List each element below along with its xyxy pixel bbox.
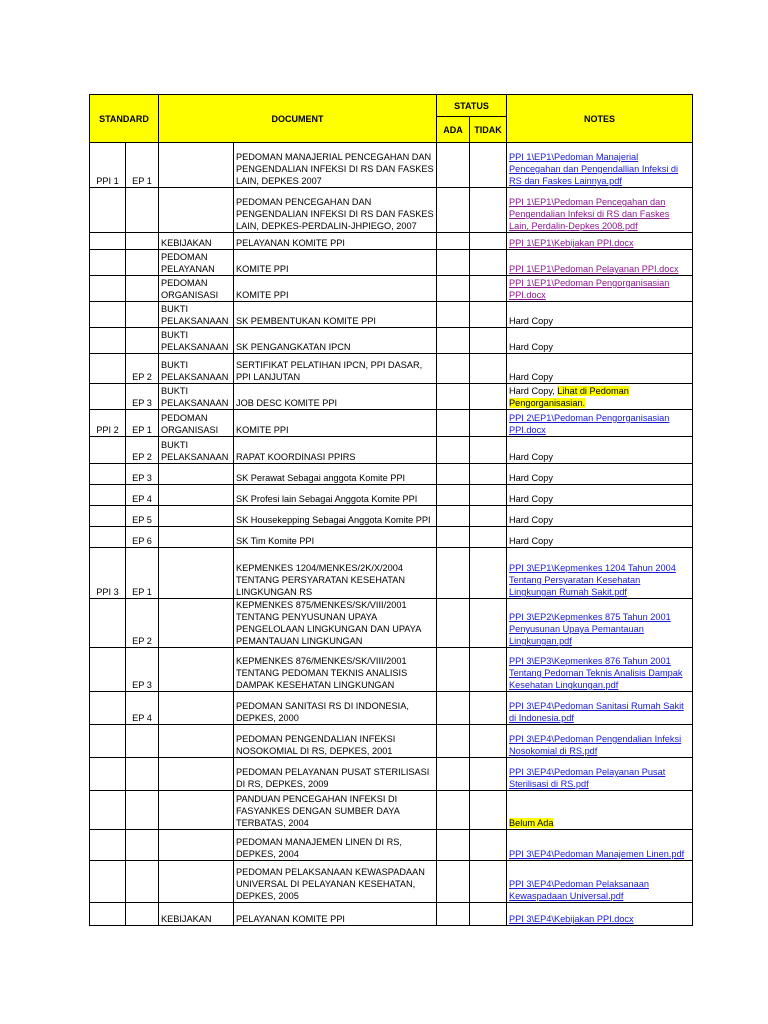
- document-cell: PEDOMAN PELAKSANAAN KEWASPADAAN UNIVERSAL DI PELAYANAN KESEHATAN, DEPKES, 2005: [234, 861, 437, 903]
- notes-cell: [507, 250, 693, 276]
- category-cell: KEBIJAKAN: [159, 903, 234, 926]
- table-row: [90, 506, 693, 527]
- ep-cell: EP 3: [126, 464, 159, 485]
- note-text: Hard Copy: [509, 473, 553, 483]
- standard-cell: [90, 599, 126, 648]
- status-tidak-cell: [470, 758, 507, 791]
- table-row: [90, 250, 693, 276]
- category-cell: [159, 527, 234, 548]
- notes-cell: [507, 903, 693, 926]
- status-ada-cell: [437, 143, 470, 188]
- note-text: Hard Copy: [509, 536, 553, 546]
- file-link[interactable]: PPI 3\EP4\Pedoman Pengendalian Infeksi Nosokomial di RS.pdf: [509, 734, 682, 756]
- standard-cell: [90, 250, 126, 276]
- table-row: [90, 276, 693, 302]
- table-row: [90, 410, 693, 437]
- standard-cell: [90, 188, 126, 233]
- document-cell: PEDOMAN PENCEGAHAN DAN PENGENDALIAN INFEKSI DI RS DAN FASKES LAIN, DEPKES-PERDALIN-JHPIEGO, 2007: [234, 188, 437, 233]
- status-ada-cell: [437, 648, 470, 692]
- document-cell: PEDOMAN MANAJERIAL PENCEGAHAN DAN PENGENDALIAN INFEKSI DI RS DAN FASKES LAIN, DEPKES 2007: [234, 143, 437, 188]
- status-ada-cell: [437, 692, 470, 725]
- table-row: [90, 384, 693, 410]
- standard-cell: [90, 437, 126, 464]
- status-tidak-cell: [470, 233, 507, 250]
- ep-cell: [126, 302, 159, 328]
- file-link[interactable]: PPI 3\EP4\Pedoman Manajemen Linen.pdf: [509, 849, 685, 859]
- status-tidak-cell: [470, 188, 507, 233]
- standard-cell: PPI 1: [90, 143, 126, 188]
- table-row: [90, 188, 693, 233]
- status-ada-cell: [437, 725, 470, 758]
- status-tidak-cell: [470, 692, 507, 725]
- notes-cell: [507, 384, 693, 410]
- notes-cell: [507, 485, 693, 506]
- notes-cell: [507, 410, 693, 437]
- standard-cell: [90, 861, 126, 903]
- file-link[interactable]: PPI 2\EP1\Pedoman Pengorganisasian PPI.docx: [509, 413, 670, 435]
- category-cell: [159, 599, 234, 648]
- ep-cell: EP 3: [126, 648, 159, 692]
- status-ada-cell: [437, 830, 470, 861]
- category-cell: BUKTI PELAKSANAAN: [159, 354, 234, 384]
- status-ada-cell: [437, 328, 470, 354]
- table-row: [90, 903, 693, 926]
- document-cell: PELAYANAN KOMITE PPI: [234, 903, 437, 926]
- table-row: [90, 354, 693, 384]
- status-tidak-cell: [470, 302, 507, 328]
- ep-cell: [126, 903, 159, 926]
- document-cell: SERTIFIKAT PELATIHAN IPCN, PPI DASAR, PPI LANJUTAN: [234, 354, 437, 384]
- notes-cell: [507, 527, 693, 548]
- table-row: [90, 328, 693, 354]
- category-cell: [159, 464, 234, 485]
- file-link[interactable]: PPI 1\EP1\Pedoman Pelayanan PPI.docx: [509, 264, 679, 274]
- document-cell: RAPAT KOORDINASI PPIRS: [234, 437, 437, 464]
- standard-cell: [90, 302, 126, 328]
- document-cell: KOMITE PPI: [234, 276, 437, 302]
- status-tidak-cell: [470, 830, 507, 861]
- document-cell: KOMITE PPI: [234, 250, 437, 276]
- table-row: [90, 791, 693, 830]
- notes-cell: [507, 276, 693, 302]
- file-link[interactable]: PPI 1\EP1\Pedoman Manajerial Pencegahan dan Pengendallian Infeksi di RS dan Faskes Lainnya.pdf: [509, 152, 679, 186]
- notes-cell: [507, 830, 693, 861]
- ep-cell: EP 4: [126, 692, 159, 725]
- category-cell: BUKTI PELAKSANAAN: [159, 302, 234, 328]
- ep-cell: EP 2: [126, 437, 159, 464]
- status-tidak-cell: [470, 143, 507, 188]
- header-notes: NOTES: [507, 95, 693, 143]
- notes-cell: [507, 233, 693, 250]
- notes-cell: [507, 648, 693, 692]
- category-cell: [159, 692, 234, 725]
- ep-cell: [126, 276, 159, 302]
- document-cell: PELAYANAN KOMITE PPI: [234, 233, 437, 250]
- note-text: Hard Copy: [509, 494, 553, 504]
- standard-cell: [90, 830, 126, 861]
- status-tidak-cell: [470, 384, 507, 410]
- document-cell: PEDOMAN PELAYANAN PUSAT STERILISASI DI RS, DEPKES, 2009: [234, 758, 437, 791]
- table-row: [90, 758, 693, 791]
- note-text: Hard Copy: [509, 316, 553, 326]
- standard-cell: [90, 485, 126, 506]
- category-cell: PEDOMAN ORGANISASI: [159, 276, 234, 302]
- standard-cell: [90, 233, 126, 250]
- document-cell: SK Housekepping Sebagai Anggota Komite PPI: [234, 506, 437, 527]
- document-cell: PEDOMAN MANAJEMEN LINEN DI RS, DEPKES, 2004: [234, 830, 437, 861]
- ep-cell: [126, 328, 159, 354]
- ep-cell: [126, 830, 159, 861]
- status-tidak-cell: [470, 791, 507, 830]
- table-row: [90, 233, 693, 250]
- ep-cell: EP 1: [126, 410, 159, 437]
- document-cell: SK Tim Komite PPI: [234, 527, 437, 548]
- notes-cell: [507, 143, 693, 188]
- standard-cell: [90, 648, 126, 692]
- status-ada-cell: [437, 384, 470, 410]
- table-row: [90, 143, 693, 188]
- status-ada-cell: [437, 758, 470, 791]
- status-ada-cell: [437, 548, 470, 599]
- status-ada-cell: [437, 437, 470, 464]
- table-row: [90, 861, 693, 903]
- ep-cell: EP 4: [126, 485, 159, 506]
- status-ada-cell: [437, 903, 470, 926]
- document-cell: SK PEMBENTUKAN KOMITE PPI: [234, 302, 437, 328]
- ep-cell: [126, 250, 159, 276]
- status-ada-cell: [437, 276, 470, 302]
- header-ada: ADA: [437, 117, 470, 143]
- status-tidak-cell: [470, 648, 507, 692]
- category-cell: PEDOMAN PELAYANAN: [159, 250, 234, 276]
- standard-cell: PPI 3: [90, 548, 126, 599]
- notes-cell: [507, 692, 693, 725]
- header-tidak: TIDAK: [470, 117, 507, 143]
- category-cell: [159, 861, 234, 903]
- status-tidak-cell: [470, 250, 507, 276]
- highlighted-note: Belum Ada: [509, 818, 554, 828]
- status-ada-cell: [437, 410, 470, 437]
- document-cell: KEPMENKES 876/MENKES/SK/VIII/2001 TENTANG PEDOMAN TEKNIS ANALISIS DAMPAK KESEHATAN LINGKUNGAN: [234, 648, 437, 692]
- status-ada-cell: [437, 506, 470, 527]
- notes-cell: [507, 437, 693, 464]
- category-cell: BUKTI PELAKSANAAN: [159, 384, 234, 410]
- category-cell: BUKTI PELAKSANAAN: [159, 437, 234, 464]
- status-tidak-cell: [470, 276, 507, 302]
- ep-cell: EP 6: [126, 527, 159, 548]
- status-tidak-cell: [470, 328, 507, 354]
- status-ada-cell: [437, 354, 470, 384]
- table-row: [90, 527, 693, 548]
- file-link[interactable]: PPI 3\EP1\Kepmenkes 1204 Tahun 2004 Tentang Persyaratan Kesehatan Lingkungan Rumah Sakit.pdf: [509, 563, 676, 597]
- document-cell: JOB DESC KOMITE PPI: [234, 384, 437, 410]
- standard-cell: [90, 758, 126, 791]
- standard-cell: PPI 2: [90, 410, 126, 437]
- ep-cell: [126, 188, 159, 233]
- standard-cell: [90, 464, 126, 485]
- ep-cell: EP 5: [126, 506, 159, 527]
- document-cell: SK Profesi lain Sebagai Anggota Komite PPI: [234, 485, 437, 506]
- ep-cell: EP 3: [126, 384, 159, 410]
- standard-cell: [90, 725, 126, 758]
- status-ada-cell: [437, 302, 470, 328]
- notes-cell: [507, 758, 693, 791]
- notes-cell: [507, 354, 693, 384]
- file-link[interactable]: PPI 1\EP1\Kebijakan PPI.docx: [509, 238, 634, 248]
- document-cell: PEDOMAN PENGENDALIAN INFEKSI NOSOKOMIAL DI RS, DEPKES, 2001: [234, 725, 437, 758]
- ep-cell: EP 2: [126, 599, 159, 648]
- highlighted-note: Lihat di Pedoman Pengorganisasian.: [509, 386, 629, 408]
- ep-cell: [126, 758, 159, 791]
- table-row: [90, 437, 693, 464]
- document-cell: SK Perawat Sebagai anggota Komite PPI: [234, 464, 437, 485]
- category-cell: [159, 648, 234, 692]
- table-row: [90, 302, 693, 328]
- status-ada-cell: [437, 464, 470, 485]
- document-cell: SK PENGANGKATAN IPCN: [234, 328, 437, 354]
- standard-cell: [90, 527, 126, 548]
- notes-cell: [507, 861, 693, 903]
- file-link[interactable]: PPI 3\EP4\Pedoman Sanitasi Rumah Sakit di Indonesia.pdf: [509, 701, 684, 723]
- document-cell: PANDUAN PENCEGAHAN INFEKSI DI FASYANKES DENGAN SUMBER DAYA TERBATAS, 2004: [234, 791, 437, 830]
- standard-cell: [90, 354, 126, 384]
- header-document: DOCUMENT: [159, 95, 437, 143]
- status-tidak-cell: [470, 903, 507, 926]
- notes-cell: [507, 791, 693, 830]
- notes-cell: [507, 302, 693, 328]
- note-text: Hard Copy,: [509, 386, 558, 396]
- ep-cell: [126, 791, 159, 830]
- status-tidak-cell: [470, 861, 507, 903]
- table-row: [90, 464, 693, 485]
- category-cell: [159, 548, 234, 599]
- notes-cell: [507, 599, 693, 648]
- ep-cell: EP 2: [126, 354, 159, 384]
- ep-cell: [126, 725, 159, 758]
- status-ada-cell: [437, 485, 470, 506]
- standard-cell: [90, 692, 126, 725]
- file-link[interactable]: PPI 3\EP2\Kepmenkes 875 Tahun 2001 Penyusunan Upaya Pemantauan Lingkungan.pdf: [509, 612, 671, 646]
- status-ada-cell: [437, 527, 470, 548]
- standard-cell: [90, 903, 126, 926]
- category-cell: KEBIJAKAN: [159, 233, 234, 250]
- category-cell: [159, 506, 234, 527]
- category-cell: [159, 188, 234, 233]
- standard-cell: [90, 506, 126, 527]
- status-tidak-cell: [470, 527, 507, 548]
- status-tidak-cell: [470, 599, 507, 648]
- file-link[interactable]: PPI 3\EP4\Pedoman Pelaksanaan Kewaspadaan Universal.pdf: [509, 879, 649, 901]
- note-text: Hard Copy: [509, 452, 553, 462]
- table-row: [90, 725, 693, 758]
- category-cell: PEDOMAN ORGANISASI: [159, 410, 234, 437]
- ep-cell: [126, 233, 159, 250]
- status-tidak-cell: [470, 548, 507, 599]
- ep-cell: [126, 861, 159, 903]
- status-ada-cell: [437, 233, 470, 250]
- table-row: [90, 648, 693, 692]
- status-tidak-cell: [470, 506, 507, 527]
- status-tidak-cell: [470, 354, 507, 384]
- note-text: Hard Copy: [509, 342, 553, 352]
- category-cell: [159, 830, 234, 861]
- category-cell: [159, 143, 234, 188]
- table-row: [90, 692, 693, 725]
- file-link[interactable]: PPI 1\EP1\Pedoman Pengorganisasian PPI.docx: [509, 278, 670, 300]
- document-cell: KEPMENKES 875/MENKES/SK/VIII/2001 TENTANG PENYUSUNAN UPAYA PENGELOLAAN LINGKUNGAN DAN UPAYA PEMANTAUAN LINGKUNGAN: [234, 599, 437, 648]
- table-row: [90, 548, 693, 599]
- file-link[interactable]: PPI 1\EP1\Pedoman Pencegahan dan Pengendalian Infeksi di RS dan Faskes Lain, Perdalin-Depkes 2008.pdf: [509, 197, 670, 231]
- table-row: [90, 485, 693, 506]
- notes-cell: [507, 464, 693, 485]
- category-cell: [159, 485, 234, 506]
- status-tidak-cell: [470, 437, 507, 464]
- file-link[interactable]: PPI 3\EP3\Kepmenkes 876 Tahun 2001 Tentang Pedoman Teknis Analisis Dampak Kesehatan Lingkungan.pdf: [509, 656, 683, 690]
- status-ada-cell: [437, 791, 470, 830]
- category-cell: BUKTI PELAKSANAAN: [159, 328, 234, 354]
- category-cell: [159, 725, 234, 758]
- note-text: Hard Copy: [509, 372, 553, 382]
- standard-cell: [90, 791, 126, 830]
- status-ada-cell: [437, 188, 470, 233]
- document-cell: PEDOMAN SANITASI RS DI INDONESIA, DEPKES, 2000: [234, 692, 437, 725]
- note-text: Hard Copy: [509, 515, 553, 525]
- standard-cell: [90, 384, 126, 410]
- standards-table: [89, 94, 693, 926]
- header-standard: STANDARD: [90, 95, 159, 143]
- status-ada-cell: [437, 250, 470, 276]
- document-cell: KEPMENKES 1204/MENKES/2K/X/2004 TENTANG PERSYARATAN KESEHATAN LINGKUNGAN RS: [234, 548, 437, 599]
- notes-cell: [507, 548, 693, 599]
- notes-cell: [507, 506, 693, 527]
- notes-cell: [507, 328, 693, 354]
- category-cell: [159, 758, 234, 791]
- ep-cell: EP 1: [126, 143, 159, 188]
- status-ada-cell: [437, 599, 470, 648]
- standard-cell: [90, 328, 126, 354]
- file-link[interactable]: PPI 3\EP4\Kebijakan PPI.docx: [509, 914, 634, 924]
- table-row: [90, 830, 693, 861]
- notes-cell: [507, 188, 693, 233]
- notes-cell: [507, 725, 693, 758]
- status-tidak-cell: [470, 725, 507, 758]
- document-cell: KOMITE PPI: [234, 410, 437, 437]
- status-ada-cell: [437, 861, 470, 903]
- status-tidak-cell: [470, 410, 507, 437]
- ep-cell: EP 1: [126, 548, 159, 599]
- status-tidak-cell: [470, 485, 507, 506]
- status-tidak-cell: [470, 464, 507, 485]
- table-row: [90, 599, 693, 648]
- category-cell: [159, 791, 234, 830]
- file-link[interactable]: PPI 3\EP4\Pedoman Pelayanan Pusat Sterilisasi di RS.pdf: [509, 767, 666, 789]
- standard-cell: [90, 276, 126, 302]
- header-status: STATUS: [437, 95, 507, 117]
